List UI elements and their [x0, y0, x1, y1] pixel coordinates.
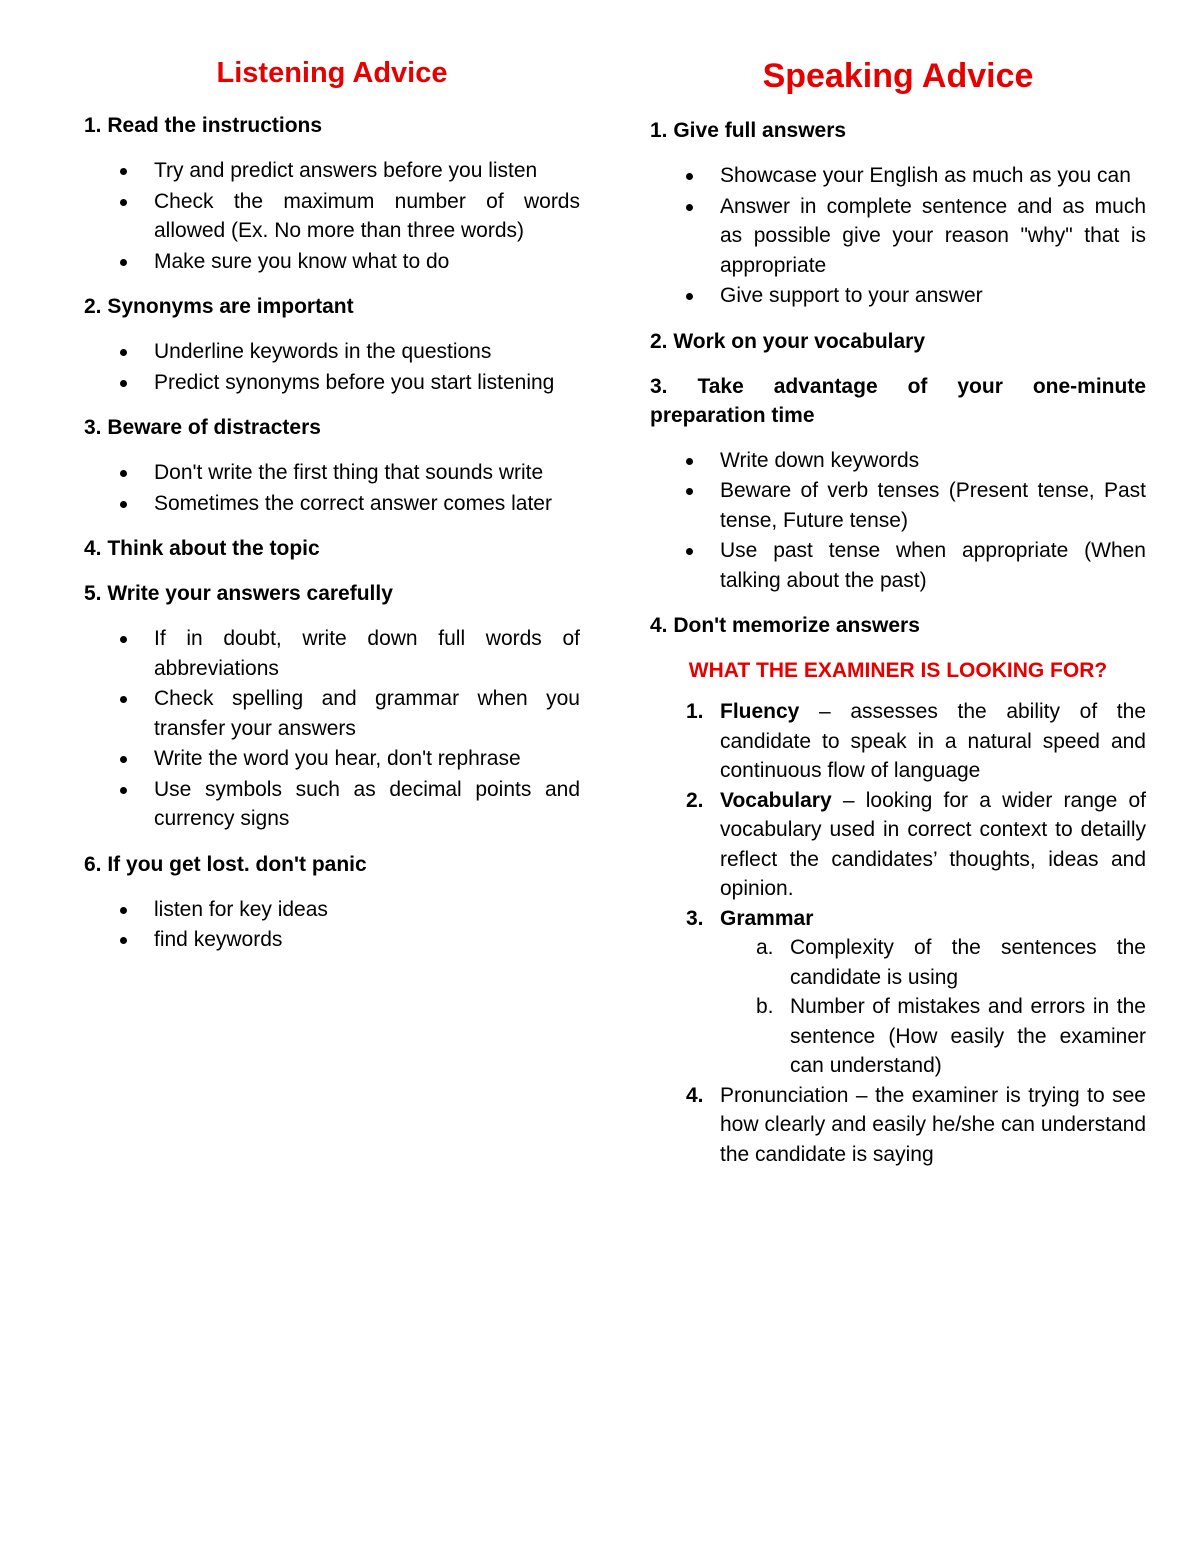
speaking-sections	[650, 116, 1146, 640]
criterion-item	[650, 697, 1146, 786]
listening-bullet-item	[84, 156, 580, 186]
sub-item-letter: b.	[756, 995, 774, 1018]
criterion-number: 2.	[686, 788, 704, 812]
bullet-dot-icon	[120, 937, 127, 944]
bullet-text: Check spelling and grammar when you transfer your answers	[154, 687, 580, 740]
criterion-term: Fluency	[720, 700, 800, 723]
bullet-dot-icon	[120, 168, 127, 175]
bullet-text: Check the maximum number of words allowed (Ex. No more than three words)	[154, 189, 580, 242]
listening-bullet-item	[84, 624, 580, 683]
bullet-dot-icon	[120, 259, 127, 266]
listening-bullet-list	[84, 624, 580, 834]
bullet-text: Showcase your English as much as you can	[720, 164, 1131, 187]
bullet-text: Use past tense when appropriate (When talking about the past)	[720, 539, 1146, 592]
bullet-text: If in doubt, write down full words of abbreviations	[154, 627, 580, 680]
speaking-section-heading: 2. Work on your vocabulary	[650, 329, 926, 353]
bullet-dot-icon	[120, 501, 127, 508]
examiner-title: WHAT THE EXAMINER IS LOOKING FOR?	[688, 659, 1108, 682]
listening-section-heading: 2. Synonyms are important	[84, 295, 354, 318]
criterion-item	[650, 904, 1146, 1081]
speaking-bullet-item	[650, 192, 1146, 281]
listening-bullet-item	[84, 925, 580, 955]
criterion-item	[650, 786, 1146, 904]
bullet-text: Make sure you know what to do	[154, 249, 450, 273]
bullet-dot-icon	[686, 293, 693, 300]
listening-bullet-item	[84, 775, 580, 834]
criterion-number: 1.	[686, 700, 704, 723]
bullet-dot-icon	[686, 548, 693, 555]
bullet-dot-icon	[686, 204, 693, 211]
speaking-column	[650, 0, 1146, 1169]
sub-item-letter: a.	[756, 936, 774, 959]
sub-item-text: Complexity of the sentences the candidate is using	[790, 936, 1146, 989]
speaking-title: Speaking Advice	[762, 57, 1034, 95]
bullet-text: Beware of verb tenses (Present tense, Past tense, Future tense)	[720, 479, 1146, 532]
bullet-dot-icon	[120, 199, 127, 206]
bullet-text: Don't write the first thing that sounds write	[154, 461, 544, 484]
bullet-dot-icon	[120, 907, 127, 914]
speaking-section-heading: 1. Give full answers	[650, 119, 847, 142]
bullet-text: Predict synonyms before you start listening	[154, 370, 555, 394]
bullet-text: listen for key ideas	[154, 897, 328, 921]
bullet-dot-icon	[120, 349, 127, 356]
bullet-dot-icon	[120, 636, 127, 643]
criterion-description: – looking for a wider range of vocabulary used in correct context to detailly reflect the candidates’ thoughts, ideas and opinion.	[720, 788, 1146, 900]
listening-bullet-list	[84, 895, 580, 955]
bullet-text: Try and predict answers before you listen	[154, 159, 538, 182]
listening-bullet-list	[84, 156, 580, 276]
speaking-bullet-list	[650, 161, 1146, 311]
speaking-bullet-item	[650, 281, 1146, 311]
bullet-text: Underline keywords in the questions	[154, 340, 492, 363]
listening-title: Listening Advice	[216, 57, 448, 89]
listening-section-heading: 5. Write your answers carefully	[84, 582, 393, 605]
criterion-sub-item	[720, 992, 1146, 1081]
criterion-term: Grammar	[720, 906, 814, 930]
listening-section-heading: 6. If you get lost. don't panic	[84, 852, 367, 876]
bullet-dot-icon	[120, 470, 127, 477]
speaking-bullet-item	[650, 446, 1146, 476]
bullet-text: find keywords	[154, 928, 283, 951]
listening-sections	[84, 111, 580, 955]
criterion-number: 4.	[686, 1083, 704, 1107]
bullet-text: Sometimes the correct answer comes later	[154, 491, 552, 515]
bullet-dot-icon	[686, 173, 693, 180]
speaking-bullet-item	[650, 536, 1146, 595]
listening-bullet-item	[84, 368, 580, 398]
listening-bullet-item	[84, 895, 580, 925]
speaking-section-heading: 3. Take advantage of your one-minute preparation time	[650, 374, 1146, 427]
listening-section-heading: 1. Read the instructions	[84, 114, 323, 137]
bullet-text: Give support to your answer	[720, 284, 983, 307]
listening-bullet-item	[84, 247, 580, 277]
listening-bullet-item	[84, 489, 580, 519]
bullet-dot-icon	[120, 696, 127, 703]
criterion-description: – assesses the ability of the candidate to speak in a natural speed and continuous flow of language	[720, 700, 1146, 782]
listening-section-heading: 4. Think about the topic	[84, 537, 320, 560]
listening-bullet-item	[84, 187, 580, 246]
examiner-criteria-list	[650, 697, 1146, 1169]
criterion-description: Pronunciation – the examiner is trying to see how clearly and easily he/she can understand the candidate is saying	[720, 1083, 1146, 1166]
criterion-term: Vocabulary	[720, 788, 832, 812]
bullet-dot-icon	[120, 380, 127, 387]
bullet-text: Write the word you hear, don't rephrase	[154, 747, 521, 770]
criterion-sub-item	[720, 933, 1146, 992]
listening-bullet-item	[84, 684, 580, 743]
sub-item-text: Number of mistakes and errors in the sentence (How easily the examiner can understand)	[790, 995, 1146, 1077]
listening-section-heading: 3. Beware of distracters	[84, 416, 321, 439]
criterion-item	[650, 1081, 1146, 1170]
bullet-text: Write down keywords	[720, 448, 920, 472]
criterion-sub-list	[720, 933, 1146, 1081]
bullet-text: Use symbols such as decimal points and currency signs	[154, 777, 580, 830]
listening-bullet-list	[84, 458, 580, 518]
speaking-bullet-item	[650, 161, 1146, 191]
listening-bullet-item	[84, 744, 580, 774]
bullet-dot-icon	[120, 756, 127, 763]
listening-column	[84, 0, 580, 971]
bullet-dot-icon	[686, 488, 693, 495]
criterion-number: 3.	[686, 906, 704, 930]
speaking-section-heading: 4. Don't memorize answers	[650, 614, 920, 637]
listening-bullet-item	[84, 337, 580, 367]
listening-bullet-item	[84, 458, 580, 488]
bullet-text: Answer in complete sentence and as much as possible give your reason "why" that is appropriate	[720, 194, 1146, 277]
bullet-dot-icon	[686, 458, 693, 465]
speaking-bullet-item	[650, 476, 1146, 535]
listening-bullet-list	[84, 337, 580, 397]
speaking-bullet-list	[650, 446, 1146, 596]
bullet-dot-icon	[120, 787, 127, 794]
